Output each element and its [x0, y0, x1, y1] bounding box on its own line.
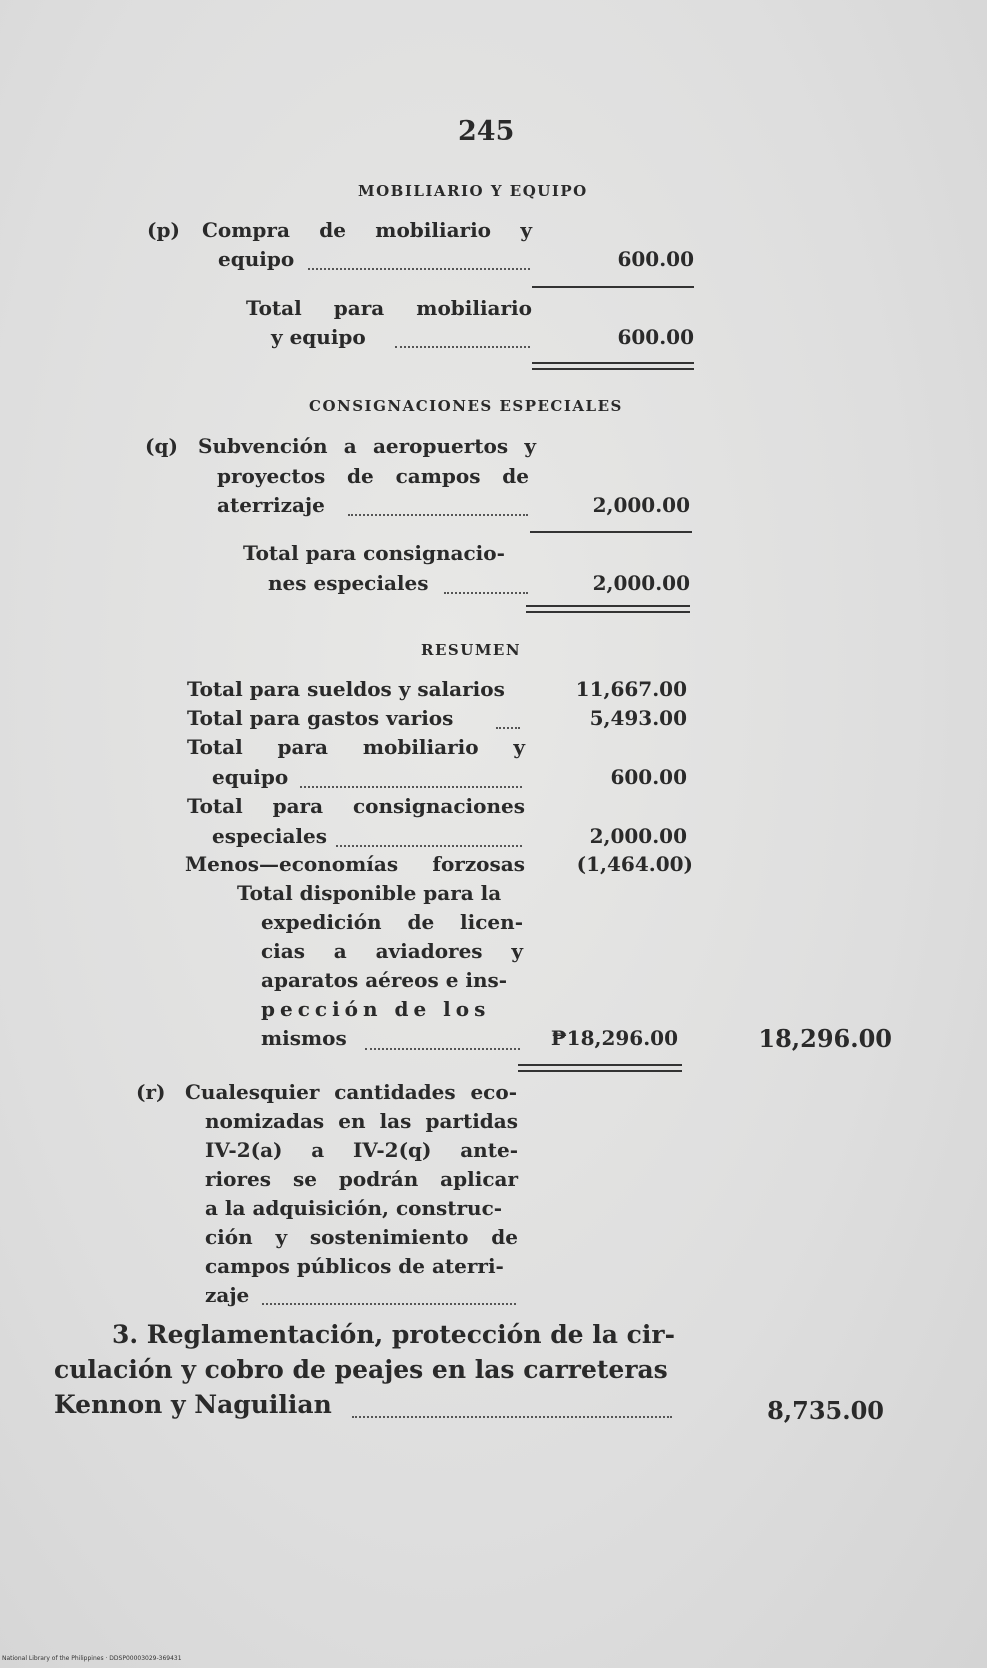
double-rule-top — [532, 362, 694, 364]
leader-dots — [262, 1303, 516, 1305]
resumen-menos-amount: (1,464.00) — [576, 852, 693, 876]
item-r-line1: Cualesquier cantidades eco- — [185, 1080, 517, 1104]
leader-dots — [395, 346, 530, 348]
total-consignaciones-line1: Total para consignacio- — [243, 541, 505, 565]
resumen-mob-line2: equipo — [212, 765, 289, 789]
section3-amount: 8,735.00 — [767, 1396, 884, 1425]
leader-dots — [352, 1416, 672, 1418]
heading-consignaciones: CONSIGNACIONES ESPECIALES — [309, 397, 623, 415]
item-p-line2: equipo — [218, 247, 295, 271]
disponible-line1: Total disponible para la — [237, 881, 502, 905]
section3-line2: culación y cobro de peajes en las carreteras — [54, 1355, 668, 1384]
disponible-line4: aparatos aéreos e ins- — [261, 968, 508, 992]
item-r-letter: (r) — [136, 1080, 166, 1104]
leader-dots — [365, 1048, 520, 1050]
disponible-amount: ₱18,296.00 — [550, 1026, 678, 1050]
item-p-line1: Compra de mobiliario y — [202, 218, 532, 242]
item-q-amount: 2,000.00 — [592, 493, 690, 517]
disponible-line3: cias a aviadores y — [261, 939, 523, 963]
double-rule-top — [518, 1064, 682, 1066]
item-r-line6: ción y sostenimiento de — [205, 1225, 518, 1249]
item-r-line5: a la adquisición, construc- — [205, 1196, 503, 1220]
double-rule-bottom — [518, 1070, 682, 1072]
resumen-mob-line1: Total para mobiliario y — [187, 735, 525, 759]
item-q-line1: Subvención a aeropuertos y — [198, 434, 536, 458]
item-r-line4: riores se podrán aplicar — [205, 1167, 518, 1191]
subtotal-rule — [532, 286, 694, 288]
item-q-line2: proyectos de campos de — [217, 464, 529, 488]
subtotal-rule — [530, 531, 692, 533]
resumen-cons-line2: especiales — [212, 824, 328, 848]
resumen-mob-amount: 600.00 — [610, 765, 687, 789]
leader-dots — [348, 514, 528, 516]
section3-line1: 3. Reglamentación, protección de la cir- — [112, 1320, 675, 1349]
total-consignaciones-line2: nes especiales — [268, 571, 429, 595]
disponible-line6: mismos — [261, 1026, 347, 1050]
item-p-letter: (p) — [147, 218, 180, 242]
heading-resumen: RESUMEN — [421, 641, 522, 659]
item-q-line3: aterrizaje — [217, 493, 325, 517]
leader-dots — [300, 786, 522, 788]
total-mobiliario-line2: y equipo — [271, 325, 366, 349]
item-q-letter: (q) — [145, 434, 178, 458]
item-r-line7: campos públicos de aterri- — [205, 1254, 504, 1278]
item-r-line3: IV-2(a) a IV-2(q) ante- — [205, 1138, 518, 1162]
resumen-menos: Menos—economías forzosas — [185, 852, 525, 876]
disponible-line2: expedición de licen- — [261, 910, 523, 934]
footer-source: National Library of the Philippines · DDSP00003029-369431 — [2, 1655, 182, 1662]
item-p-amount: 600.00 — [617, 247, 694, 271]
double-rule-bottom — [532, 368, 694, 370]
total-mobiliario-amount: 600.00 — [617, 325, 694, 349]
double-rule-bottom — [526, 611, 690, 613]
leader-dots — [336, 845, 522, 847]
item-r-line8: zaje — [205, 1283, 250, 1307]
resumen-sueldos: Total para sueldos y salarios — [187, 677, 505, 701]
disponible-total: 18,296.00 — [758, 1024, 892, 1053]
disponible-line5: pección de los — [261, 997, 491, 1021]
total-consignaciones-amount: 2,000.00 — [592, 571, 690, 595]
total-mobiliario-line1: Total para mobiliario — [246, 296, 532, 320]
resumen-gastos: Total para gastos varios — [187, 706, 454, 730]
section3-line3: Kennon y Naguilian — [54, 1390, 332, 1419]
item-r-line2: nomizadas en las partidas — [205, 1109, 518, 1133]
heading-mobiliario: MOBILIARIO Y EQUIPO — [358, 182, 588, 200]
resumen-cons-line1: Total para consignaciones — [187, 794, 525, 818]
leader-dots — [308, 268, 530, 270]
double-rule-top — [526, 605, 690, 607]
resumen-sueldos-amount: 11,667.00 — [575, 677, 687, 701]
resumen-gastos-amount: 5,493.00 — [589, 706, 687, 730]
page-number: 245 — [458, 116, 515, 147]
resumen-cons-amount: 2,000.00 — [589, 824, 687, 848]
